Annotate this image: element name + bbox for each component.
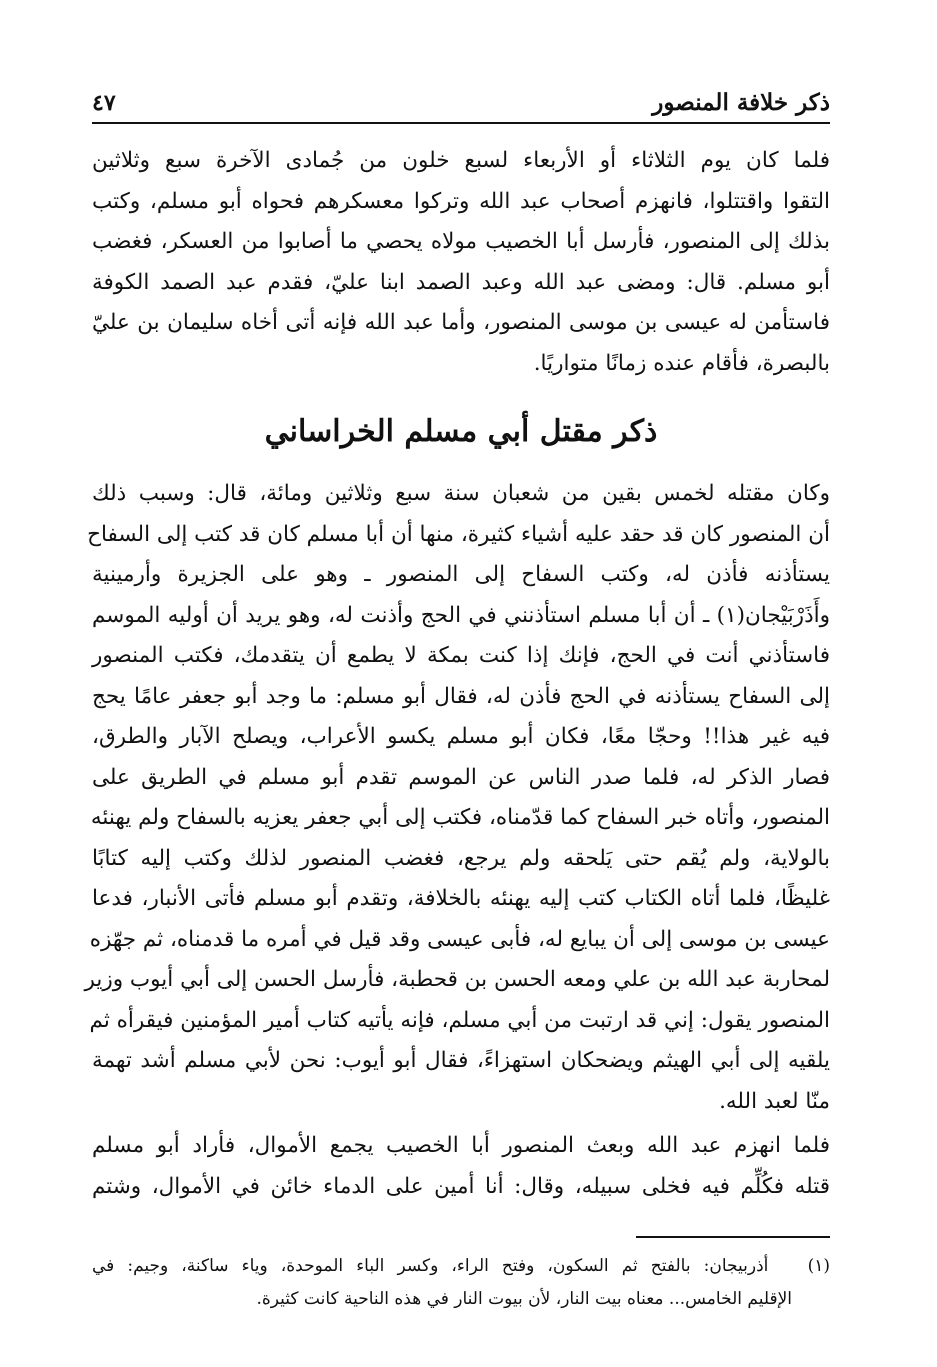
running-title: ذكر خلافة المنصور (652, 89, 830, 116)
text-line: بذلك إلى المنصور، فأرسل أبا الخصيب مولاه يحصي ما أصابوا من العسكر، فغضب (92, 229, 830, 254)
text-line: وكان مقتله لخمس بقين من شعبان سنة سبع وثلاثين ومائة، قال: وسبب ذلك (92, 481, 830, 506)
footnote-divider (636, 1236, 830, 1238)
text-line: فاستأمن له عيسى بن موسى المنصور، وأما عبد الله فإنه أتى أخاه سليمان بن عليّ (92, 310, 830, 335)
text-line: أن المنصور كان قد حقد عليه أشياء كثيرة، منها أن أبا مسلم كان قد كتب إلى السفاح (87, 521, 830, 547)
text-line: وأَذَرْبَيْجان(١) ـ أن أبا مسلم استأذنني في الحج وأذنت له، وهو يريد أن أوليه الموسم (92, 602, 830, 628)
footnote (92, 1250, 830, 1316)
text-line: المنصور، وأتاه خبر السفاح كما قدّمناه، فكتب إلى أبي جعفر يعزيه بالسفاح ولم يهنئه (90, 805, 830, 830)
text-line: بالولاية، ولم يُقم حتى يَلحقه ولم يرجع، فغضب المنصور لذلك وكتب إليه كتابًا (92, 845, 830, 871)
text-line: أبو مسلم. قال: ومضى عبد الله وعبد الصمد ابنا عليّ، فقدم عبد الصمد الكوفة (92, 269, 830, 295)
text-line: فلما كان يوم الثلاثاء أو الأربعاء لسبع خلون من جُمادى الآخرة سبع وثلاثين (92, 148, 830, 173)
footnote-line: الإقليم الخامس... معناه بيت النار، لأن بيوت النار في هذه الناحية كانت كثيرة. (256, 1289, 792, 1309)
text-line: فصار الذكر له، فلما صدر الناس عن الموسم تقدم أبو مسلم في الطريق على (92, 764, 830, 790)
footnote-text: أذربيجان: بالفتح ثم السكون، وفتح الراء، وكسر الباء الموحدة، وياء ساكنة، وجيم: في (92, 1256, 769, 1276)
text-line: يستأذنه فأذن له، وكتب السفاح إلى المنصور ـ وهو على الجزيرة وأرمينية (92, 562, 830, 587)
text-line: فاستأذني أنت في الحج، فإنك إذا كنت بمكة لا يطمع أن يتقدمك، فكتب المنصور (92, 643, 830, 668)
text-line: منّا لعبد الله. (719, 1088, 830, 1114)
text-line: غليظًا، فلما أتاه الكتاب كتب إليه يهنئه بالخلافة، وتقدم أبو مسلم فأتى الأنبار، فدعا (92, 886, 830, 911)
text-line: يلقيه إلى أبي الهيثم ويضحكان استهزاءً، فقال أبو أيوب: نحن لأبي مسلم أشد تهمة (92, 1048, 830, 1073)
section-title: ذكر مقتل أبي مسلم الخراساني (264, 414, 658, 449)
page-header (92, 80, 830, 124)
text-line: فلما انهزم عبد الله وبعث المنصور أبا الخصيب يجمع الأموال، فأراد أبو مسلم (92, 1133, 830, 1158)
paragraph-2 (84, 474, 830, 1122)
text-line: لمحاربة عبد الله بن علي ومعه الحسن بن قحطبة، فأرسل الحسن إلى أبي أيوب وزير (84, 967, 830, 992)
page-number: ٤٧ (92, 90, 116, 116)
text-line: التقوا واقتتلوا، فانهزم أصحاب عبد الله وتركوا معسكرهم فحواه أبو مسلم، وكتب (92, 188, 830, 214)
text-line: عيسى بن موسى إلى أن يبايع له، فأبى عيسى وقد قيل في أمره ما قدمناه، ثم جهّزه (89, 926, 830, 952)
text-line: إلى السفاح يستأذنه في الحج فأذن له، فقال أبو مسلم: ما وجد أبو جعفر عامًا يحج (92, 683, 830, 709)
text-line: بالبصرة، فأقام عنده زمانًا متواريًا. (533, 350, 830, 376)
text-line: المنصور يقول: إني قد ارتبت من أبي مسلم، فإنه يأتيه كتاب أمير المؤمنين فيقرأه ثم (89, 1007, 830, 1033)
footnote-line (92, 1250, 830, 1283)
text-line: قتله فكُلِّم فيه فخلى سبيله، وقال: أنا أمين على الدماء خائن في الأموال، وشتم (92, 1173, 830, 1199)
text-line: فيه غير هذا!! وحجّا معًا، فكان أبو مسلم يكسو الأعراب، ويصلح الآبار والطرق، (92, 724, 830, 749)
paragraph-1 (92, 141, 830, 384)
footnote-marker: (١) (807, 1256, 830, 1276)
paragraph-3 (92, 1126, 830, 1207)
